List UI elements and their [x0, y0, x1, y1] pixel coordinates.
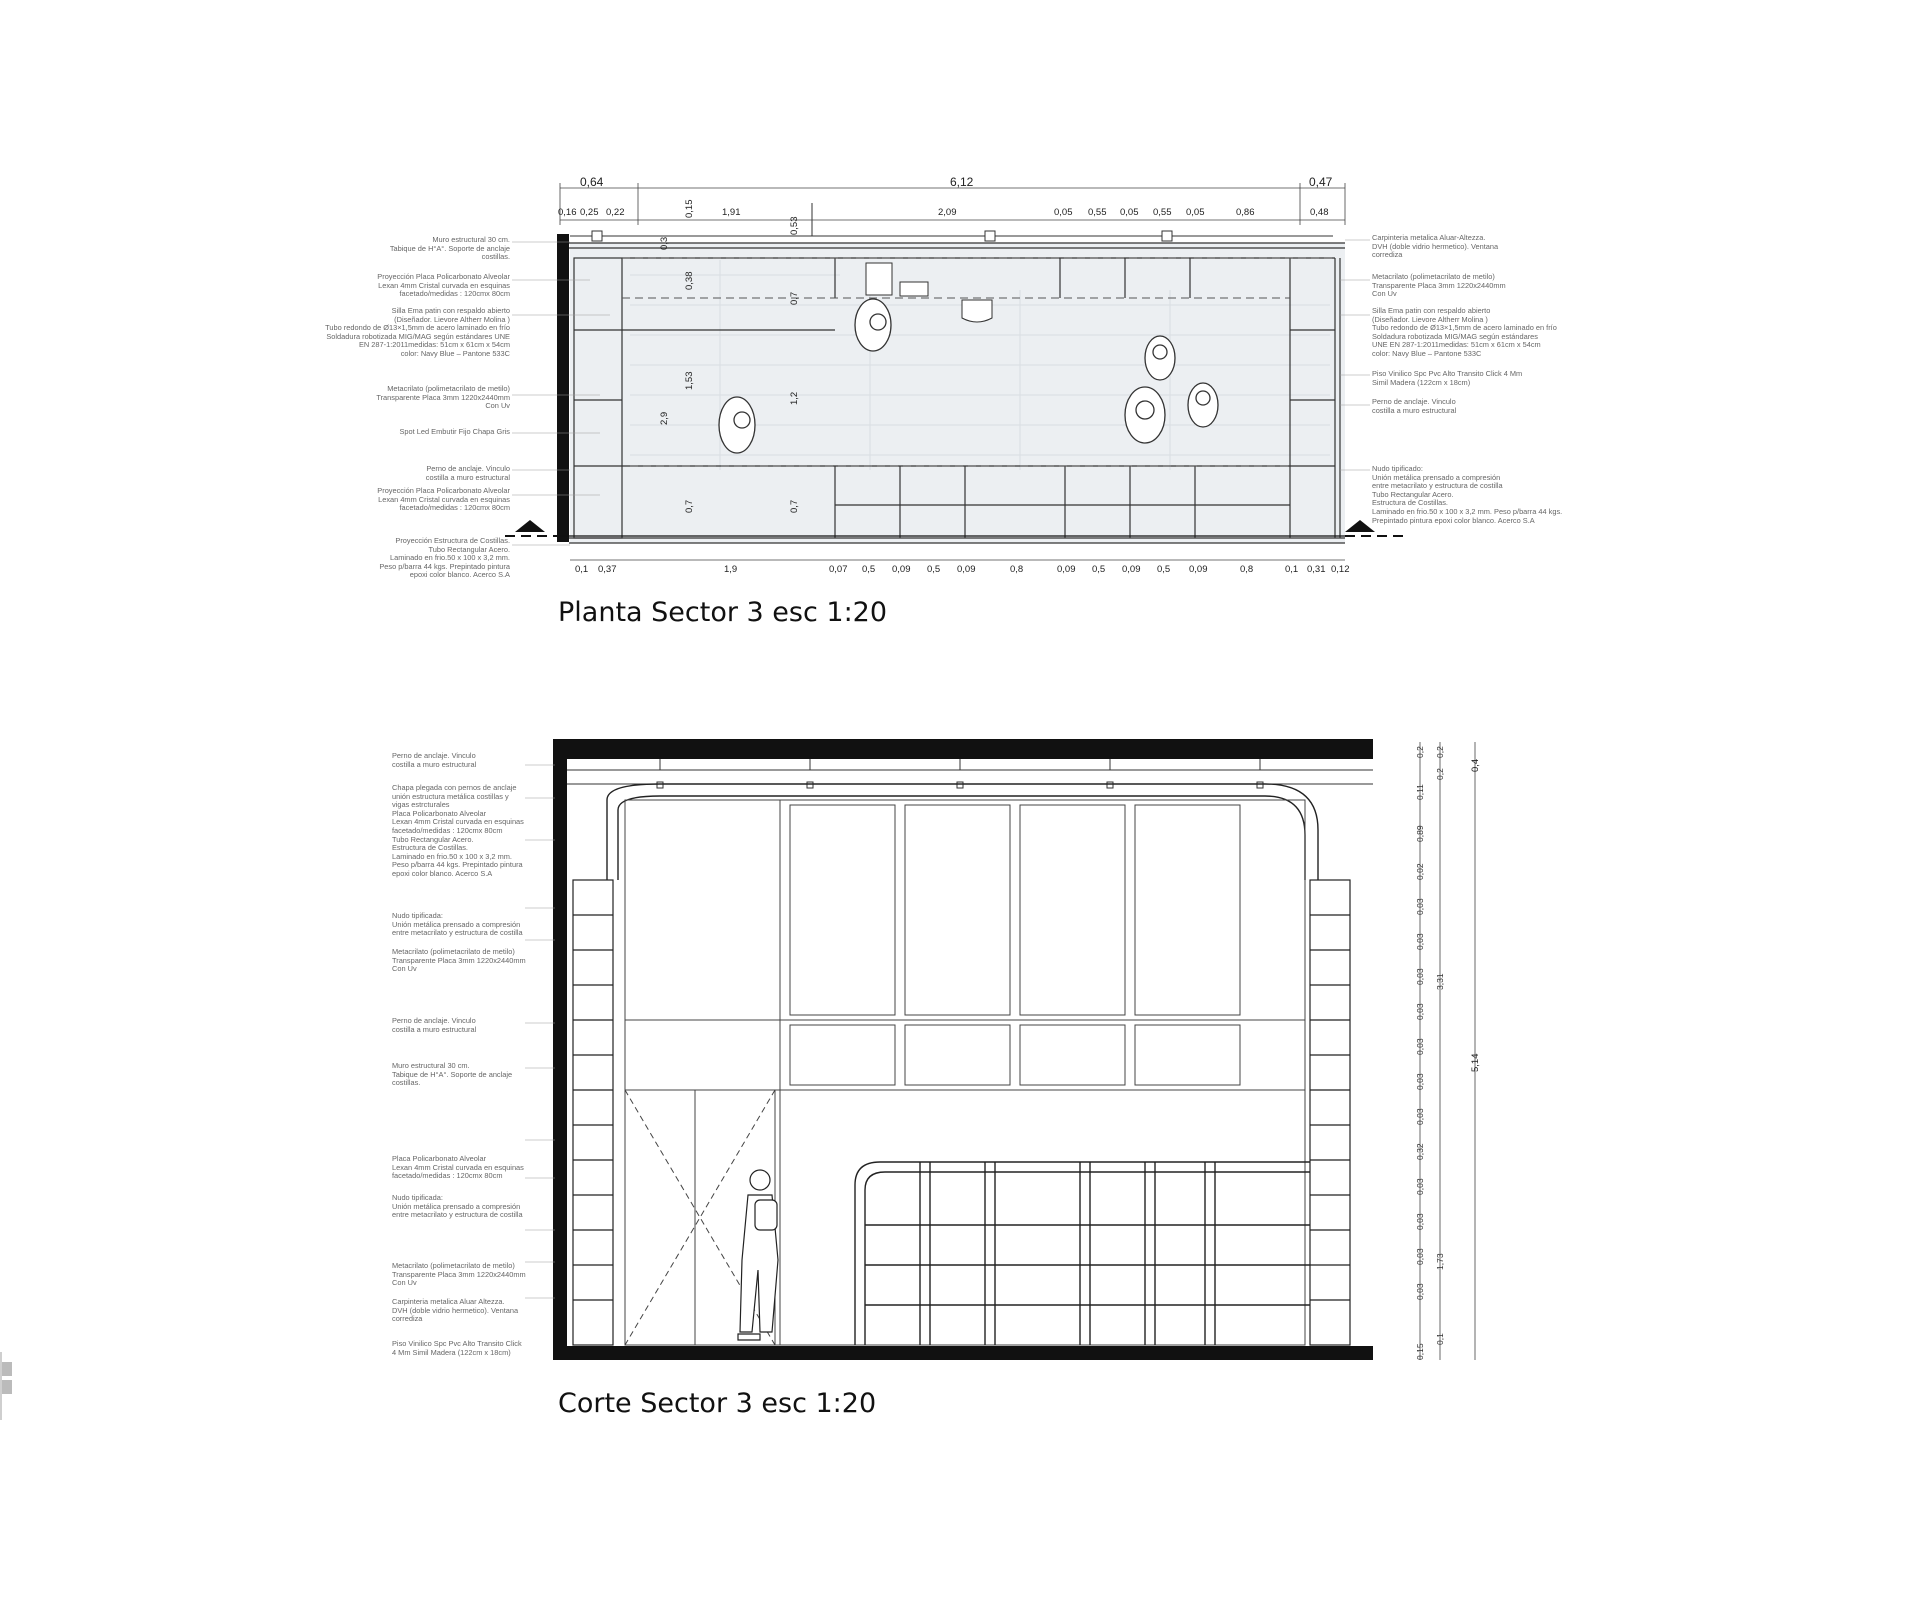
dim-bottom: 0,5 — [927, 564, 941, 575]
plan-title: Planta Sector 3 esc 1:20 — [558, 597, 888, 628]
plan-note-right: Metacrilato (polimetacrilato de metilo) Transparente Placa 3mm 1220x2440mm Con Uv — [1372, 272, 1506, 299]
dim-inner: 0,53 — [789, 216, 800, 235]
section-note: Placa Policarbonato Alveolar Lexan 4mm Cristal curvada en esquinas facetado/medidas : 120cmx 80cm — [392, 1154, 524, 1181]
dim-right: 0,32 — [1415, 1143, 1425, 1160]
plan-note-right: Nudo tipificado: Unión metálica prensado a compresión entre metacrilato y estructura de costilla Tubo Rectangular Acero. Estructura de Costillas. Laminado en frio.50 x 100 x 3,2 mm. Peso p/barra 44 kgs. Prepintado pintura epoxi color blanco. Acerco S.A — [1372, 464, 1563, 525]
dim-inner: 0,7 — [684, 499, 695, 513]
section-note: Nudo tipificada: Unión metálica prensado a compresión entre metacrilato y estructura de costilla — [392, 1193, 523, 1220]
dim-bottom: 0,09 — [1189, 564, 1208, 575]
dim-top: 0,55 — [1153, 207, 1172, 218]
dim-inner: 2,9 — [659, 411, 670, 425]
section-curved-rib — [607, 784, 1318, 880]
dim-right: 0,03 — [1415, 1213, 1425, 1230]
dim-bottom: 0,09 — [957, 564, 976, 575]
dim-bottom: 0,09 — [1122, 564, 1141, 575]
section-dimension-lines — [1420, 742, 1475, 1360]
plan-desk-monitor — [866, 263, 892, 295]
section-note: Metacrilato (polimetacrilato de metilo) Transparente Placa 3mm 1220x2440mm Con Uv — [392, 947, 526, 974]
dim-inner: 0,38 — [684, 271, 695, 290]
dim-top: 1,91 — [722, 207, 741, 218]
dim-right: 0,03 — [1415, 1003, 1425, 1020]
plan-note-left: Metacrilato (polimetacrilato de metilo) Transparente Placa 3mm 1220x2440mm Con Uv — [376, 384, 510, 411]
dim-right: 5,14 — [1470, 1053, 1481, 1072]
section-rib-left — [573, 880, 613, 1345]
dim-bottom: 0,12 — [1331, 564, 1350, 575]
dim-top: 0,55 — [1088, 207, 1107, 218]
plan-note-right: Piso Vinilico Spc Pvc Alto Transito Click 4 Mm Simil Madera (122cm x 18cm) — [1372, 369, 1523, 387]
section-note: Chapa plegada con pernos de anclaje unión estructura metálica costillas y vigas estrcturales Placa Policarbonato Alveolar Lexan 4mm Cristal curvada en esquinas facetado/medidas : 120cmx 80cm Tubo Rectangular Acero. Estructura de Costillas. Laminado en frio.50 x 100 x 3,2 mm. Peso p/barra 44 kgs. Prepintado pintura epoxi color blanco. Acerco S.A — [392, 783, 524, 878]
dim-top: 0,86 — [1236, 207, 1255, 218]
dim-bottom: 0,5 — [862, 564, 876, 575]
plan-dims-bottom — [575, 564, 1350, 575]
dim-inner: 1,2 — [789, 391, 800, 405]
dim-right: 0,03 — [1415, 1248, 1425, 1265]
plan-note-left: Proyección Placa Policarbonato Alveolar Lexan 4mm Cristal curvada en esquinas facetado/medidas : 120cmx 80cm — [377, 272, 510, 299]
dim-right: 0,03 — [1415, 1038, 1425, 1055]
dim-right: 0,03 — [1415, 933, 1425, 950]
dim-top: 2,09 — [938, 207, 957, 218]
section-desk-ribs — [855, 1162, 1310, 1345]
plan-chair — [962, 300, 992, 322]
dim-top: 0,25 — [580, 207, 599, 218]
dim-bottom: 0,8 — [1010, 564, 1024, 575]
section-structural-wall — [553, 739, 567, 1360]
plan-note-left: Proyección Estructura de Costillas. Tubo Rectangular Acero. Laminado en frio.50 x 100 x 3,2 mm. Peso p/barra 44 kgs. Prepintado pintura epoxi color blanco. Acerco S.A — [379, 536, 510, 580]
dim-right: 0,89 — [1415, 825, 1425, 842]
plan-note-left: Perno de anclaje. Vinculo costilla a muro estructural — [425, 464, 510, 482]
section-drawing — [0, 700, 1920, 1600]
dim-right: 0,2 — [1435, 768, 1445, 780]
dim-right: 0,11 — [1415, 784, 1425, 800]
plan-dims-top — [558, 207, 1329, 218]
dim-inner: 0,15 — [684, 199, 695, 218]
dim-top: 0,22 — [606, 207, 625, 218]
dim-top: 0,05 — [1120, 207, 1139, 218]
dim-overall: 6,12 — [950, 175, 974, 189]
dim-right: 0,15 — [1415, 1343, 1425, 1360]
dim-bottom: 0,31 — [1307, 564, 1326, 575]
dim-inner: 1,53 — [684, 371, 695, 390]
dim-right: 0,4 — [1470, 758, 1481, 772]
dim-top: 0,48 — [1310, 207, 1329, 218]
plan-note-left: Muro estructural 30 cm. Tabique de H°A°. Soporte de anclaje costillas. — [389, 235, 510, 262]
section-panels — [625, 800, 1305, 1345]
section-floor-slab — [553, 1346, 1373, 1360]
dim-overall: 0,47 — [1309, 175, 1333, 189]
plan-note-left: Spot Led Embutir Fijo Chapa Gris — [399, 427, 510, 436]
dim-right: 0,03 — [1415, 1073, 1425, 1090]
section-leader-lines — [525, 765, 555, 1298]
section-note: Perno de anclaje. Vinculo costilla a muro estructural — [392, 1016, 477, 1034]
section-note: Muro estructural 30 cm. Tabique de H°A°. Soporte de anclaje costillas. — [392, 1061, 513, 1088]
section-top-slab — [553, 739, 1373, 759]
dim-top: 0,16 — [558, 207, 577, 218]
dim-right: 0,03 — [1415, 1283, 1425, 1300]
dim-bottom: 0,1 — [1285, 564, 1299, 575]
dim-right: 0,2 — [1435, 746, 1445, 758]
section-cut-arrow-right — [1345, 520, 1375, 532]
plan-drawing — [0, 0, 1920, 620]
section-dims-right-3 — [1470, 759, 1481, 1072]
dim-top: 0,05 — [1054, 207, 1073, 218]
dim-right: 0,03 — [1415, 968, 1425, 985]
plan-desk-item — [900, 282, 928, 296]
dim-bottom: 0,07 — [829, 564, 848, 575]
section-title: Corte Sector 3 esc 1:20 — [558, 1388, 877, 1419]
dim-bottom: 0,5 — [1157, 564, 1171, 575]
section-note: Carpinteria metalica Aluar Altezza. DVH (doble vidrio hermetico). Ventana corrediza — [392, 1297, 519, 1324]
dim-inner: 0,3 — [659, 236, 670, 250]
section-note: Perno de anclaje. Vinculo costilla a muro estructural — [392, 751, 477, 769]
page-edge-marker — [0, 1352, 12, 1420]
dim-right: 0,03 — [1415, 1178, 1425, 1195]
dim-right: 0,2 — [1415, 746, 1425, 758]
section-note: Metacrilato (polimetacrilato de metilo) Transparente Placa 3mm 1220x2440mm Con Uv — [392, 1261, 526, 1288]
plan-note-left: Silla Ema patin con respaldo abierto (Diseñador. Lievore Altherr Molina ) Tubo redondo de Ø13×1,5mm de acero laminado en frío Soldadura robotizada MIG/MAG según estándares UNE EN 287-1:2011medidas: 51cm x 61cm x 54cm color: Navy Blue – Pantone 533C — [325, 306, 510, 358]
plan-note-left: Proyección Placa Policarbonato Alveolar Lexan 4mm Cristal curvada en esquinas facetado/medidas : 120cmx 80cm — [377, 486, 510, 513]
dim-inner: 0,7 — [789, 291, 800, 305]
dim-inner: 0,7 — [789, 499, 800, 513]
section-note: Nudo tipificada: Unión metálica prensado a compresión entre metacrilato y estructura de costilla — [392, 911, 523, 938]
plan-dims-overall — [580, 175, 1333, 189]
dim-right: 1,73 — [1435, 1253, 1445, 1270]
dim-right: 0,02 — [1415, 863, 1425, 880]
section-cut-arrow-left — [515, 520, 545, 532]
dim-overall: 0,64 — [580, 175, 604, 189]
dim-top: 0,05 — [1186, 207, 1205, 218]
dim-right: 3,31 — [1435, 973, 1445, 990]
dim-right: 0,03 — [1415, 898, 1425, 915]
dim-right: 0,1 — [1435, 1333, 1445, 1345]
dim-bottom: 0,09 — [892, 564, 911, 575]
dim-bottom: 1,9 — [724, 564, 738, 575]
plan-note-right: Perno de anclaje. Vinculo costilla a muro estructural — [1372, 397, 1457, 415]
dim-bottom: 0,37 — [598, 564, 617, 575]
dim-bottom: 0,09 — [1057, 564, 1076, 575]
dim-bottom: 0,8 — [1240, 564, 1254, 575]
section-person — [738, 1170, 778, 1340]
section-note: Piso Vinilico Spc Pvc Alto Transito Click 4 Mm Simil Madera (122cm x 18cm) — [392, 1339, 522, 1357]
section-rib-right — [1310, 880, 1350, 1345]
plan-note-right: Carpinteria metalica Aluar-Altezza. DVH (doble vidrio hermetico). Ventana corrediza — [1372, 233, 1499, 260]
dim-bottom: 0,5 — [1092, 564, 1106, 575]
dim-right: 0,03 — [1415, 1108, 1425, 1125]
plan-note-right: Silla Ema patin con respaldo abierto (Diseñador. Lievore Altherr Molina ) Tubo redondo de Ø13×1,5mm de acero laminado en frío Soldadura robotizada MIG/MAG según estándares UNE EN 287-1:2011medidas: 51cm x 61cm x 54cm color: Navy Blue – Pantone 533C — [1372, 306, 1557, 358]
dim-bottom: 0,1 — [575, 564, 589, 575]
